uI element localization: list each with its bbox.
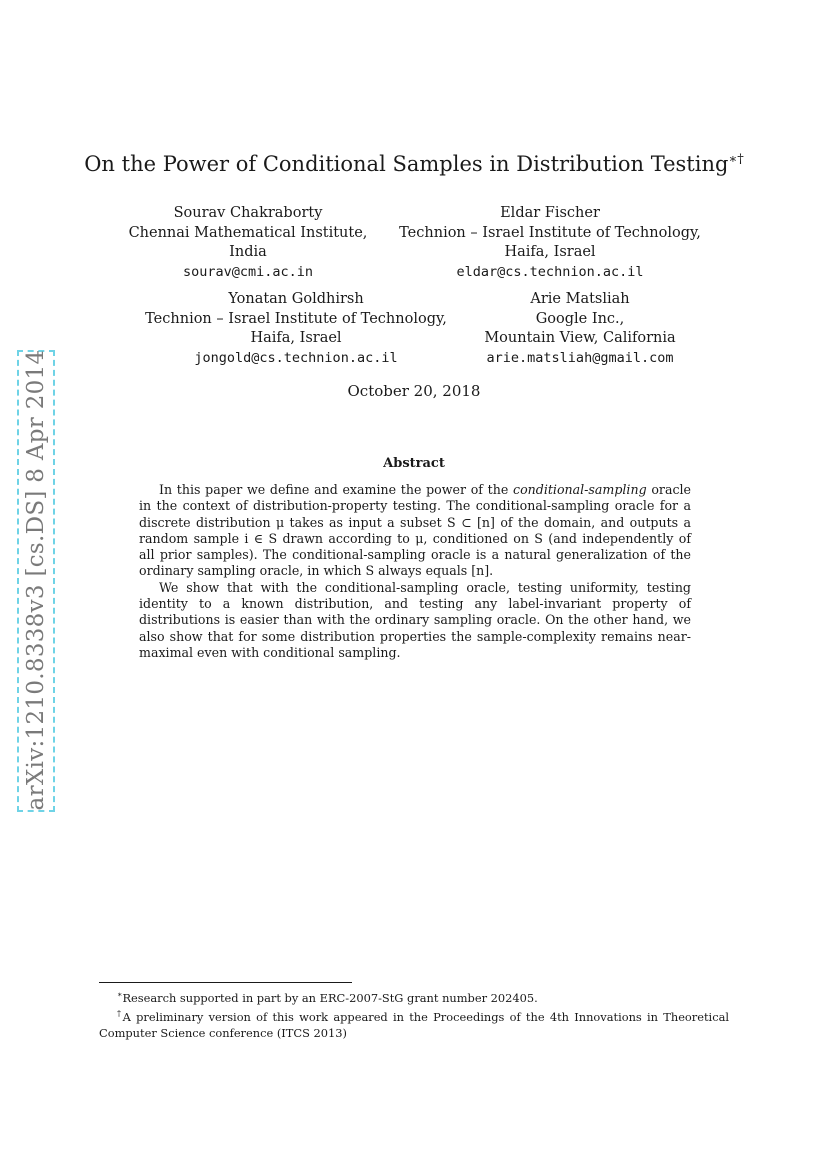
abstract-emphasis: conditional-sampling <box>513 482 647 497</box>
footnote-text: Research supported in part by an ERC-2007-StG grant number 202405. <box>122 990 538 1005</box>
author-block <box>395 204 705 282</box>
author-name: Arie Matsliah <box>530 291 630 307</box>
author-name: Sourav Chakraborty <box>173 205 323 221</box>
footnotes <box>99 987 729 1041</box>
footnote-mark: ∗ <box>117 990 123 999</box>
author-affiliation: Mountain View, California <box>484 330 676 346</box>
footnote-text: A preliminary version of this work appeared in the Proceedings of the 4th Innovations in Theoretical Computer Science conference (ITCS 2013) <box>99 1010 730 1040</box>
abstract-paragraph: We show that with the conditional-sampling oracle, testing uniformity, testing identity to a known distribution, and testing any label-invariant property of distributions is easier than with the ordinary sampling oracle. On the other hand, we also show that for some distribution properties the sample-complexity remains near-maximal even with conditional sampling. <box>139 579 691 660</box>
author-block <box>470 290 690 368</box>
author-affiliation: Chennai Mathematical Institute, <box>128 224 368 241</box>
abstract-text: In this paper we define and examine the power of the <box>159 482 514 497</box>
paper-title <box>0 152 828 176</box>
author-block <box>118 204 378 282</box>
author-affiliation: Technion – Israel Institute of Technology, <box>145 310 447 327</box>
author-affiliation: India <box>229 244 267 260</box>
author-name: Eldar Fischer <box>500 205 600 221</box>
author-email: jongold@cs.technion.ac.il <box>194 349 398 366</box>
paper-date: October 20, 2018 <box>347 382 481 400</box>
author-affiliation: Haifa, Israel <box>504 244 596 260</box>
abstract-heading: Abstract <box>383 456 445 471</box>
author-name: Yonatan Goldhirsh <box>228 291 364 307</box>
abstract-body <box>139 482 691 661</box>
author-email: eldar@cs.technion.ac.il <box>456 263 644 280</box>
author-block <box>140 290 452 368</box>
title-footnote-marks: ∗† <box>728 152 744 167</box>
author-affiliation: Technion – Israel Institute of Technology, <box>399 224 701 241</box>
author-affiliation: Haifa, Israel <box>250 330 342 346</box>
author-affiliation: Google Inc., <box>535 310 625 327</box>
footnote-mark: † <box>117 1009 123 1019</box>
footnote <box>99 987 729 1006</box>
title-text: On the Power of Conditional Samples in Distribution Testing <box>84 152 729 176</box>
author-email: sourav@cmi.ac.in <box>182 263 314 280</box>
footnote <box>99 1006 729 1041</box>
abstract-paragraph <box>139 482 691 580</box>
author-email: arie.matsliah@gmail.com <box>486 349 674 366</box>
arxiv-stamp: arXiv:1210.8338v3 [cs.DS] 8 Apr 2014 <box>23 349 49 811</box>
abstract-text: oracle in the context of distribution-property testing. The conditional-sampling oracle for a discrete distribution μ takes as input a subset S ⊂ [n] of the domain, and outputs a random sample i ∈ S drawn according to μ, conditioned on S (and independently of all prior samples). The conditional-sampling oracle is a natural generalization of the ordinary sampling oracle, in which S always equals [n]. <box>139 482 691 579</box>
footnote-rule <box>99 982 352 983</box>
